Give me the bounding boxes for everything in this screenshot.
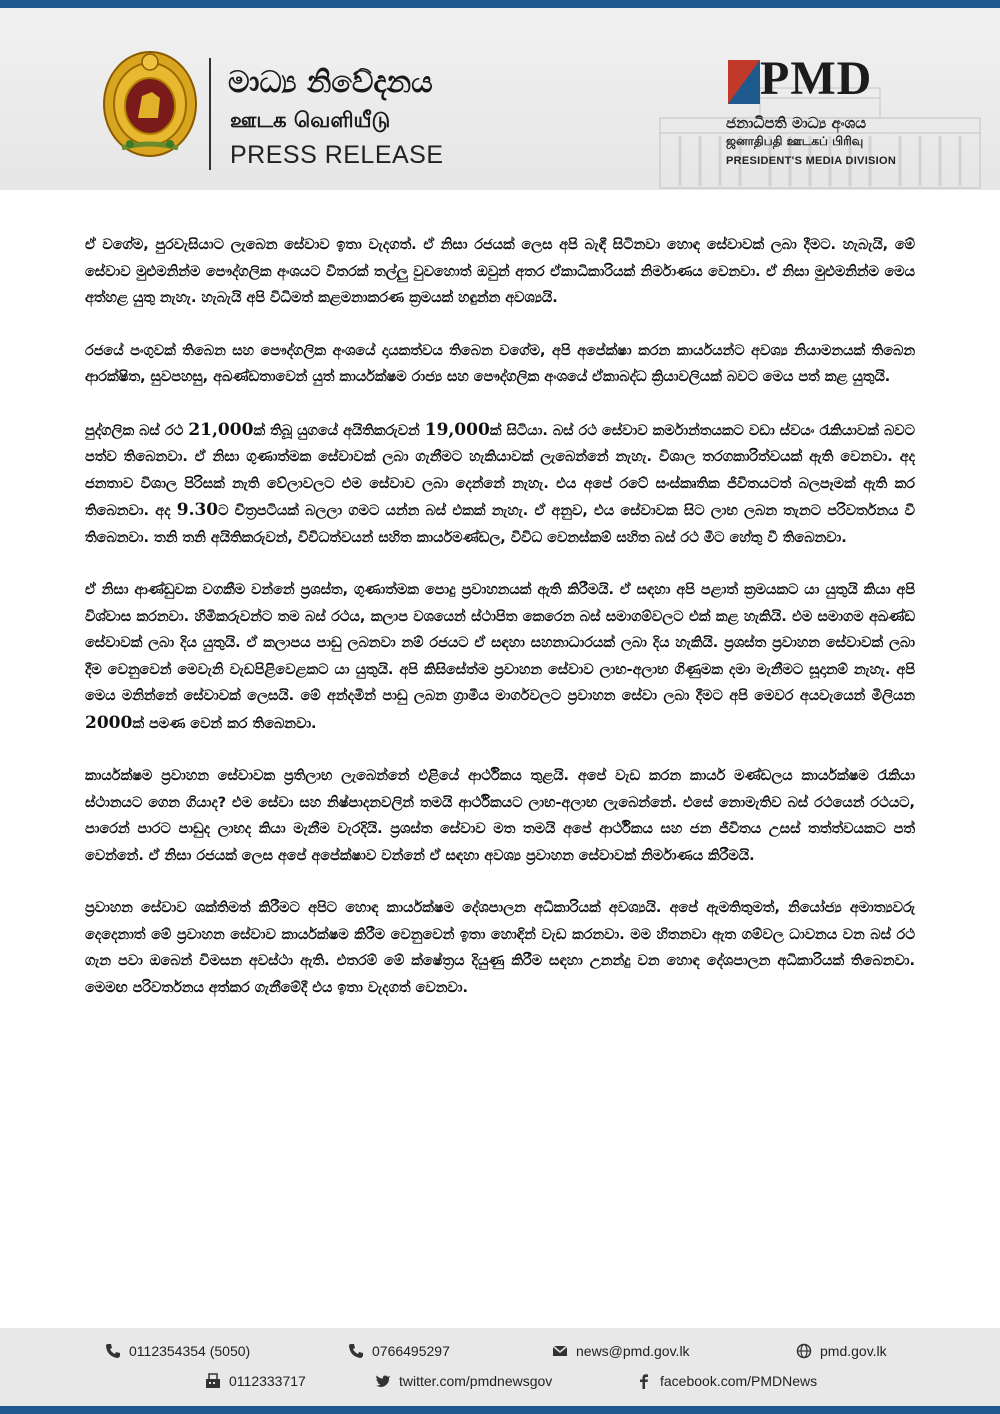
press-release-body: [85, 232, 915, 1027]
time-number: 9.30: [176, 500, 219, 520]
owner-count-number: 19,000: [424, 419, 490, 440]
phone-2-text[interactable]: 0766495297: [372, 1343, 450, 1359]
bus-count-number: 21,000: [188, 419, 254, 440]
paragraph-2: රජයේ පංගුවක් තිබෙන සහ පෞද්ගලික අංශයේ දායකත්වය තිබෙන වගේම, අපි අපේක්ෂා කරන කාර්යයන්ට අවශ්‍ය නියාමනයක් තිබෙන ආරක්ෂිත, සුවපහසු, අඛණ්ඩතාවෙන් යුත් කාර්යක්ෂම රාජ්‍ය සහ පෞද්ගලික අංශයේ ඒකාබද්ධ ක්‍රියාවලියක් බවට මෙය පත් කළ යුතුයි.: [85, 342, 915, 385]
footer-website: [796, 1342, 887, 1360]
paragraph-6: ප්‍රවාහන සේවාව ශක්තිමත් කිරීමට අපිට හොඳ කාර්යක්ෂම දේශපාලන අධිකාරියක් අවශ්‍යයි. අපේ ඇමතිතුමත්, නියෝජ්‍ය අමාත්‍යවරු දෙදෙනාත් මේ ප්‍රවාහන සේවාව කාර්යක්ෂම කිරීම වෙනුවෙන් ඉතා හොඳින් වැඩ කරනවා. මම හිතනවා ඇත ගම්වල ධාවනය වන බස් රථ ගැන පවා ඔබෙන් විමසන අවස්ථා ඇති. එතරම් මේ ක්ෂේත්‍රය දියුණු කිරීම සඳහා උනන්දු වන හොඳ දේශපාලන අධිකාරියක් තිබෙනවා. මෙමඟ පරිවර්තනය අත්කර ගැනීමේදී එය ඉතා වැදගත් වෙනවා.: [85, 900, 915, 996]
twitter-icon: [375, 1373, 391, 1389]
pmd-name-sinhala: ජනාධිපති මාධ්‍ය අංශය: [726, 114, 867, 132]
footer-phone-1: [105, 1342, 250, 1360]
paragraph-4-text-a: ඒ නිසා ආණ්ඩුවක වගකීම වන්නේ ප්‍රශස්ත, ගුණාත්මක පොදු ප්‍රවාහනයක් ඇති කිරීමයි. ඒ සඳහා අපි පළාත් ක්‍රමයකට යා යුතුයි කියා අපි විශ්වාස කරනවා. හිමිකරුවන්ට තම බස් රථය, කලාප වශයෙන් ස්ථාපිත කෙරෙන බස් සමාගම්වලට එක් කළ හැකියි. එම සමාගම අඛණ්ඩ සේවාවක් ලබා දිය යුතුයි. ඒ කලාපය පාඩු ලබනවා නම් රජයට ඒ සඳහා සහනාධාරයක් ලබා දිය හැකියි. ප්‍රශස්ත ප්‍රවාහන සේවාවක් ලබා දීම වෙනුවෙන් මෙවැනි වැඩපිළිවෙළකට යා යුතුයි. අපි කිසිසේත්ම ප්‍රවාහන සේවාව ලාභ-අලාභ ගිණුමක දමා මැනීමට සූදානම් නැහැ. අපි මෙය මනින්නේ සේවාවක් ලෙසයි. මේ අන්දමින් පාඩු ලබන ග්‍රාමීය මාර්ගවලට ප්‍රවාහන සේවා ලබා දීමට අපි මෙවර අයවැයෙන් මිලියන: [85, 582, 915, 704]
footer-phone-2: [348, 1342, 450, 1360]
facebook-text[interactable]: facebook.com/PMDNews: [660, 1373, 818, 1389]
header-divider: [209, 58, 211, 170]
paragraph-4: [85, 577, 915, 737]
paragraph-5: කාර්යක්ෂම ප්‍රවාහන සේවාවක ප්‍රතිලාභ ලැබෙන්නේ එළියේ ආර්ථිකය තුළයි. අපේ වැඩ කරන කාර්ය මණ්ඩලය කාර්යක්ෂම රැකියා ස්ථානයට ගෙන ගියාද? එම සේවා සහ නිෂ්පාදනවලින් තමයි ආර්ථිකයට ලාභ-අලාභ ලැබෙන්නේ. එසේ නොමැතිව බස් රථයෙන් රථයට, පාරෙන් පාරට පාඩුද ලාභද කියා මැනීම වැරදියි. ප්‍රශස්ත සේවාව මත තමයි අපේ ආර්ථිකය සහ ජන ජීවිතය උසස් තත්ත්වයකට පත් වෙන්නේ. ඒ නිසා රජයක් ලෙස අපේ අපේක්ෂාව වන්නේ ඒ සඳහා අවශ්‍ය ප්‍රවාහන සේවාවක් නිර්මාණය කිරීමයි.: [85, 768, 915, 864]
footer-fax: [205, 1372, 306, 1390]
paragraph-3-text-c: ක් සිටියා. බස් රථ සේවාව කර්මාන්තයකට වඩා ස්වයං රැකියාවක් බවට පත්ව තිබෙනවා. ඒ නිසා ගුණාත්මක සේවාවක් ලබා ගැනීමට හැකියාවක් ලැබෙන්නේ නැහැ. විශාල තරගකාරිත්වයක් ඇති වෙනවා. අද ජනතාව විශාල පිරිසක් නැති වේලාවලට එම සේවාව ලබා දෙන්නේ නැහැ. එය අපේ රටේ සංස්කෘතික ජීවිතයටත් බලපෑමක් ඇති කර තිබෙනවා. අද: [85, 422, 915, 519]
pmd-name-tamil: ஜனாதிபதி ஊடகப் பிரிவு: [726, 134, 864, 148]
globe-icon: [796, 1343, 812, 1359]
pmd-logo-mark: [728, 60, 760, 104]
phone-icon: [348, 1343, 364, 1359]
phone-icon: [105, 1343, 121, 1359]
paragraph-3-text-a: පුද්ගලික බස් රථ: [85, 422, 189, 439]
footer-email: [552, 1342, 690, 1360]
email-text[interactable]: news@pmd.gov.lk: [576, 1343, 690, 1359]
footer-facebook: [636, 1372, 817, 1390]
email-icon: [552, 1343, 568, 1359]
paragraph-3-text-b: ක් තිබූ යුගයේ අයිතිකරුවන්: [253, 422, 425, 439]
paragraph-3-text-d: ට චිත්‍රපටියක් බලලා ගමට යන්න බස් එකක් නැහැ. ඒ අනුව, එය සේවාවක සිට ලාභ ලබන තැනට පරිවර්තනය වී තිබෙනවා. තනි තනි අයිතිකරුවන්, විවිධත්වයන් සහිත කාර්යමණ්ඩල, විවිධ වෙනස්කම් සහිත බස් රථ මීට හේතු වී තිබෙනවා.: [85, 503, 915, 546]
footer-twitter: [375, 1372, 552, 1390]
top-accent-bar: [0, 0, 1000, 8]
phone-1-text[interactable]: 0112354354 (5050): [129, 1343, 251, 1359]
fax-icon: [205, 1373, 221, 1389]
twitter-text[interactable]: twitter.com/pmdnewsgov: [399, 1373, 553, 1389]
facebook-icon: [636, 1373, 652, 1389]
pmd-name-english: PRESIDENT'S MEDIA DIVISION: [726, 155, 897, 167]
contact-footer: [0, 1328, 1000, 1406]
website-text[interactable]: pmd.gov.lk: [820, 1343, 887, 1359]
fax-text[interactable]: 0112333717: [229, 1373, 306, 1389]
bottom-accent-bar: [0, 1406, 1000, 1414]
letterhead: [0, 8, 1000, 190]
press-release-title-english: PRESS RELEASE: [230, 141, 444, 169]
pmd-logo-text: PMD: [760, 52, 873, 105]
paragraph-3: [85, 417, 915, 552]
budget-amount-number: 2000: [85, 712, 133, 733]
press-release-title-sinhala: මාධ්‍ය නිවේදනය: [228, 65, 433, 100]
paragraph-1: ඒ වගේම, පුරවැසියාට ලැබෙන සේවාව ඉතා වැදගත්. ඒ නිසා රජයක් ලෙස අපි බැඳී සිටිනවා හොඳ සේවාවක් ලබා දීමට. හැබැයි, මේ සේවාව මුළුමනින්ම පෞද්ගලික අංශයට විතරක් තල්ලු වුවහොත් ඔවුන් අතර ඒකාධිකාරියක් නිර්මාණය වෙනවා. ඒ නිසා මුළුමනින්ම මෙය අත්හළ යුතු නැහැ. හැබැයි අපි විධිමත් කළමනාකරණ ක්‍රමයක් හඳුන්න අවශ්‍යයි.: [85, 237, 915, 306]
paragraph-4-text-b: ක් පමණ වෙන් කර තිබෙනවා.: [132, 715, 317, 732]
sri-lanka-emblem: [100, 48, 200, 158]
press-release-title-tamil: ஊடக வெளியீடு: [230, 108, 391, 132]
